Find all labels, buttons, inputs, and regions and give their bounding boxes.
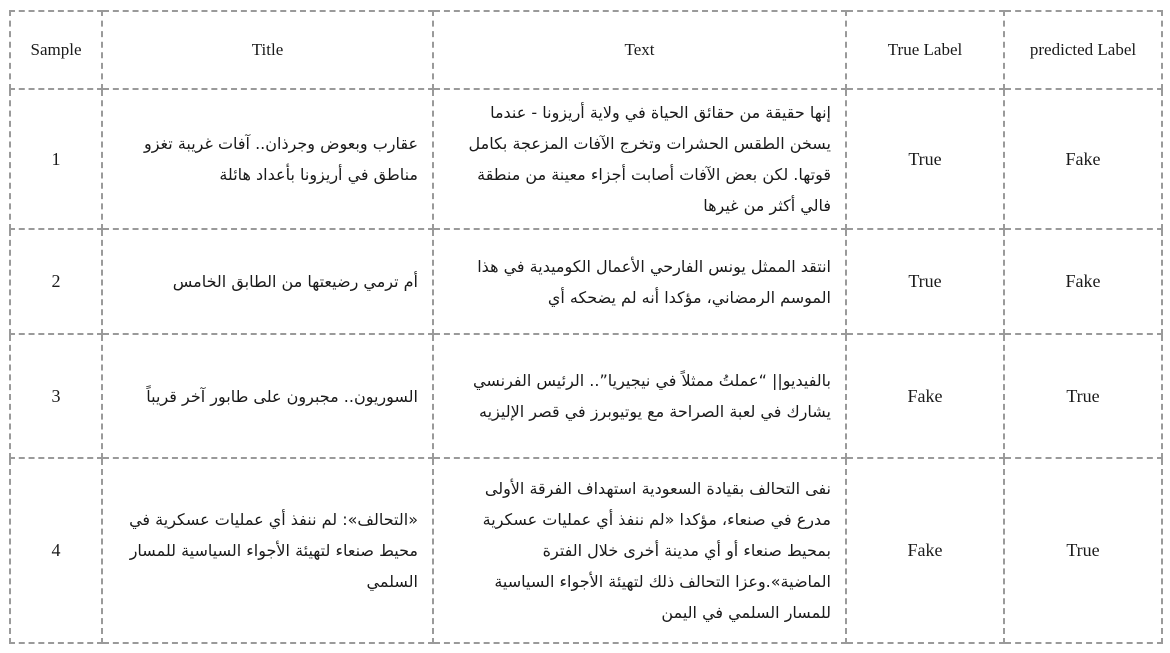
predicted-label-cell: True bbox=[1004, 458, 1162, 643]
header-true-label: True Label bbox=[846, 11, 1004, 89]
true-label-cell: Fake bbox=[846, 458, 1004, 643]
sample-number: 2 bbox=[10, 229, 102, 334]
header-title: Title bbox=[102, 11, 433, 89]
title-cell: عقارب وبعوض وجرذان.. آفات غريبة تغزو مناطق في أريزونا بأعداد هائلة bbox=[102, 89, 433, 229]
sample-number: 1 bbox=[10, 89, 102, 229]
predicted-label-cell: True bbox=[1004, 334, 1162, 458]
table-row bbox=[10, 334, 1162, 458]
text-cell: إنها حقيقة من حقائق الحياة في ولاية أريزونا - عندما يسخن الطقس الحشرات وتخرج الآفات المزعجة بكامل قوتها. لكن بعض الآفات أصابت أجزاء معينة من منطقة فالي أكثر من غيرها bbox=[433, 89, 846, 229]
samples-table bbox=[9, 10, 1163, 644]
text-cell: بالفيديو|| “عملتُ ممثلاً في نيجيريا”.. الرئيس الفرنسي يشارك في لعبة الصراحة مع يوتيوبرز في قصر الإليزيه bbox=[433, 334, 846, 458]
title-cell: «التحالف»: لم ننفذ أي عمليات عسكرية في محيط صنعاء لتهيئة الأجواء السياسية للمسار السلمي bbox=[102, 458, 433, 643]
title-cell: السوريون.. مجبرون على طابور آخر قريباً bbox=[102, 334, 433, 458]
header-text: Text bbox=[433, 11, 846, 89]
table-row bbox=[10, 229, 1162, 334]
header-row bbox=[10, 11, 1162, 89]
predicted-label-cell: Fake bbox=[1004, 229, 1162, 334]
sample-number: 4 bbox=[10, 458, 102, 643]
text-cell: انتقد الممثل يونس الفارحي الأعمال الكوميدية في هذا الموسم الرمضاني، مؤكدا أنه لم يضحكه أي bbox=[433, 229, 846, 334]
table-row bbox=[10, 89, 1162, 229]
title-cell: أم ترمي رضيعتها من الطابق الخامس bbox=[102, 229, 433, 334]
true-label-cell: Fake bbox=[846, 334, 1004, 458]
header-sample: Sample bbox=[10, 11, 102, 89]
header-predicted-label: predicted Label bbox=[1004, 11, 1162, 89]
table-row bbox=[10, 458, 1162, 643]
true-label-cell: True bbox=[846, 89, 1004, 229]
sample-number: 3 bbox=[10, 334, 102, 458]
predicted-label-cell: Fake bbox=[1004, 89, 1162, 229]
text-cell: نفى التحالف بقيادة السعودية استهداف الفرقة الأولى مدرع في صنعاء، مؤكدا «لم ننفذ أي عمليات عسكرية بمحيط صنعاء أو أي مدينة أخرى خلال الفترة الماضية».وعزا التحالف ذلك لتهيئة الأجواء السياسية للمسار السلمي في اليمن bbox=[433, 458, 846, 643]
true-label-cell: True bbox=[846, 229, 1004, 334]
